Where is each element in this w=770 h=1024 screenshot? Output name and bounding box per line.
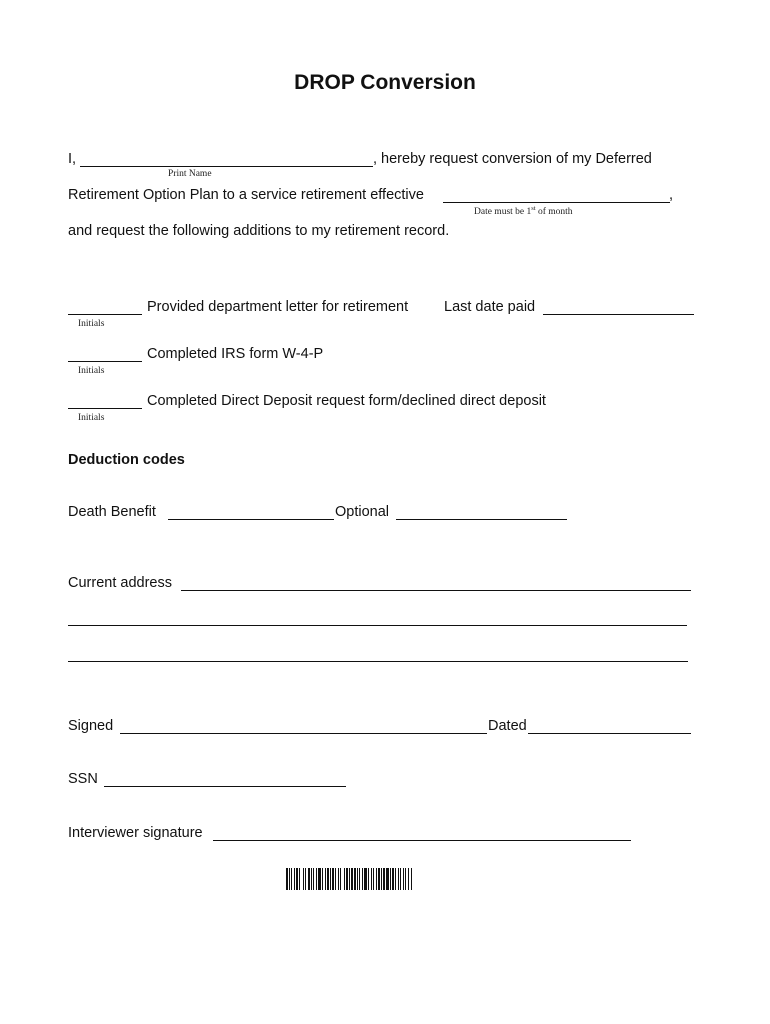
death-benefit-field[interactable]	[168, 519, 334, 520]
trailing-comma: ,	[669, 187, 674, 203]
interviewer-signature-field[interactable]	[213, 840, 631, 841]
dated-field[interactable]	[528, 733, 691, 734]
deduction-heading: Deduction codes	[68, 452, 185, 468]
initials-caption-2: Initials	[78, 366, 105, 376]
signed-label: Signed	[68, 718, 114, 734]
initials-field-2[interactable]	[68, 361, 142, 362]
barcode	[286, 868, 413, 890]
last-date-paid-label: Last date paid	[444, 299, 536, 315]
ssn-label: SSN	[68, 771, 98, 787]
death-benefit-label: Death Benefit	[68, 504, 156, 520]
initials-caption-1: Initials	[78, 319, 105, 329]
barcode-bar	[412, 868, 413, 890]
date-caption: Date must be 1st of month	[474, 205, 573, 217]
signature-field[interactable]	[120, 733, 487, 734]
checklist-item-2-label: Completed IRS form W-4-P	[147, 346, 324, 362]
dated-label: Dated	[488, 718, 527, 734]
optional-field[interactable]	[396, 519, 567, 520]
address-line-1-field[interactable]	[181, 590, 691, 591]
i-prefix: I,	[68, 151, 77, 167]
initials-caption-3: Initials	[78, 413, 105, 423]
retirement-text: Retirement Option Plan to a service retirement effective	[68, 187, 424, 203]
checklist-item-3-label: Completed Direct Deposit request form/declined direct deposit	[147, 393, 546, 409]
initials-field-1[interactable]	[68, 314, 142, 315]
print-name-caption: Print Name	[168, 169, 212, 179]
initials-field-3[interactable]	[68, 408, 142, 409]
current-address-label: Current address	[68, 575, 172, 591]
print-name-field[interactable]	[80, 166, 373, 167]
address-line-3-field[interactable]	[68, 661, 688, 662]
checklist-item-1-label: Provided department letter for retirement	[147, 299, 409, 315]
ssn-field[interactable]	[104, 786, 346, 787]
address-line-2-field[interactable]	[68, 625, 687, 626]
last-date-paid-field[interactable]	[543, 314, 694, 315]
request-text: , hereby request conversion of my Deferred	[373, 151, 652, 167]
page-title: DROP Conversion	[294, 71, 476, 94]
optional-label: Optional	[335, 504, 390, 520]
additions-text: and request the following additions to my retirement record.	[68, 223, 450, 239]
interviewer-label: Interviewer signature	[68, 825, 203, 841]
